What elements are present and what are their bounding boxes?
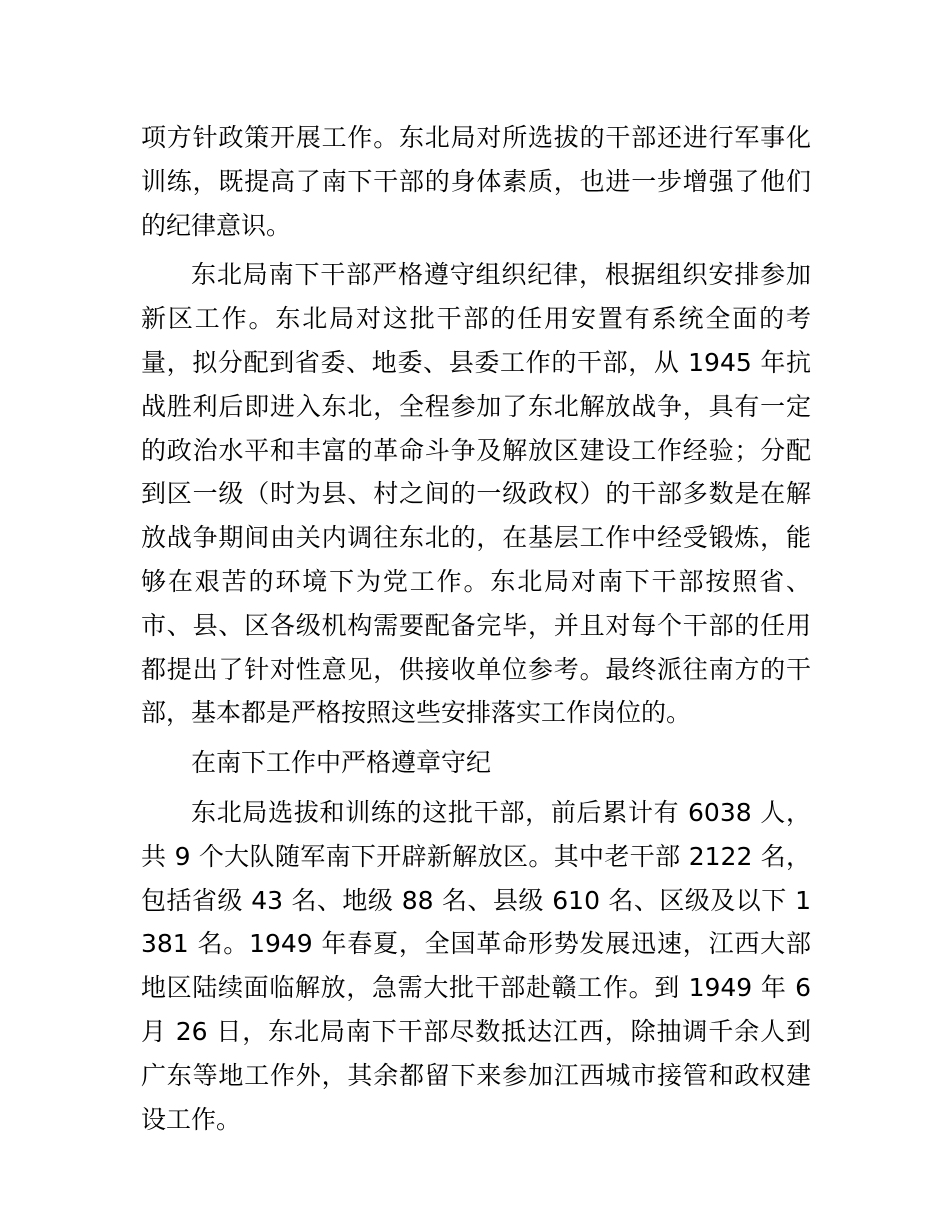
- document-page: [141, 116, 811, 1141]
- paragraph-cadre-statistics: 东北局选拔和训练的这批干部，前后累计有 6038 人，共 9 个大队随军南下开辟新解放区。其中老干部 2122 名，包括省级 43 名、地级 88 名、县级 610 名、区级及以下 1381 名。1949 年春夏，全国革命形势发展迅速，江西大部地区陆续面临解放，急需大批干部赴赣工作。到 1949 年 6 月 26 日，东北局南下干部尽数抵达江西，除抽调千余人到广东等地工作外，其余都留下来参加江西城市接管和政权建设工作。: [141, 797, 811, 1134]
- section-heading: 在南下工作中严格遵章守纪: [191, 748, 492, 778]
- paragraph-continuation: 项方针政策开展工作。东北局对所选拔的干部还进行军事化训练，既提高了南下干部的身体素质，也进一步增强了他们的纪律意识。: [141, 123, 811, 240]
- paragraph-cadre-assignment: 东北局南下干部严格遵守组织纪律，根据组织安排参加新区工作。东北局对这批干部的任用安置有系统全面的考量，拟分配到省委、地委、县委工作的干部，从 1945 年抗战胜利后即进入东北，全程参加了东北解放战争，具有一定的政治水平和丰富的革命斗争及解放区建设工作经验；分配到区一级（时为县、村之间的一级政权）的干部多数是在解放战争期间由关内调往东北的，在基层工作中经受锻炼，能够在艰苦的环境下为党工作。东北局对南下干部按照省、市、县、区各级机构需要配备完毕，并且对每个干部的任用都提出了针对性意见，供接收单位参考。最终派往南方的干部，基本都是严格按照这些安排落实工作岗位的。: [141, 260, 811, 728]
